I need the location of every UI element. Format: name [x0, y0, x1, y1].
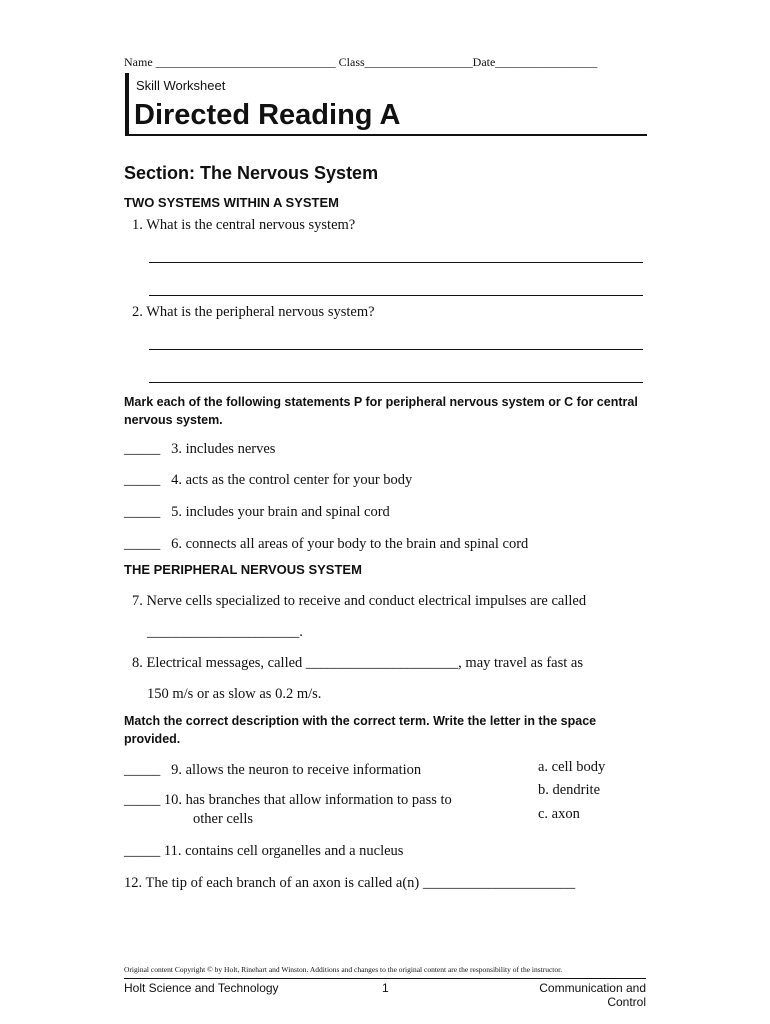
- footer-chapter: Communication and Control: [539, 981, 646, 1009]
- question-3: _____ 3. includes nerves: [124, 441, 276, 457]
- match-instructions: Match the correct description with the correct term. Write the letter in the space provided.: [124, 714, 597, 746]
- question-4: _____ 4. acts as the control center for your body: [124, 472, 413, 488]
- question-12: 12. The tip of each branch of an axon is called a(n) _____________________: [124, 875, 576, 891]
- question-10: _____ 10. has branches that allow information to pass to: [124, 792, 452, 808]
- title-left-bar: [125, 73, 129, 135]
- answer-line-2a[interactable]: [149, 349, 643, 350]
- section-title: Section: The Nervous System: [124, 163, 379, 183]
- page-title: Directed Reading A: [134, 99, 401, 131]
- question-2: 2. What is the peripheral nervous system?: [132, 304, 375, 320]
- footer-rule: [124, 978, 646, 979]
- question-6: _____ 6. connects all areas of your body to the brain and spinal cord: [124, 536, 529, 552]
- question-9: _____ 9. allows the neuron to receive information: [124, 762, 422, 778]
- choice-b: b. dendrite: [538, 782, 601, 798]
- question-10-cont: other cells: [193, 811, 253, 827]
- skill-worksheet-label: Skill Worksheet: [136, 78, 226, 93]
- page-number: 1: [382, 981, 389, 995]
- question-11: _____ 11. contains cell organelles and a nucleus: [124, 843, 404, 859]
- question-5: _____ 5. includes your brain and spinal cord: [124, 504, 390, 520]
- answer-line-1a[interactable]: [149, 262, 643, 263]
- copyright-notice: Original content Copyright © by Holt, Rinehart and Winston. Additions and changes to the original content are the responsibility of the instructor.: [124, 965, 563, 974]
- answer-line-2b[interactable]: [149, 382, 643, 383]
- question-7: 7. Nerve cells specialized to receive and conduct electrical impulses are called: [132, 593, 587, 609]
- question-8: 8. Electrical messages, called _____________________, may travel as fast as: [132, 655, 583, 671]
- choice-c: c. axon: [538, 806, 580, 822]
- name-class-date-line: Name ______________________________ Class__________________Date_________________: [124, 55, 598, 69]
- mark-instructions: Mark each of the following statements P for peripheral nervous system or C for central nervous system.: [124, 395, 638, 427]
- answer-line-1b[interactable]: [149, 295, 643, 296]
- footer-publisher: Holt Science and Technology: [124, 981, 279, 995]
- title-underline: [125, 134, 647, 136]
- choice-a: a. cell body: [538, 759, 606, 775]
- subhead-two-systems: TWO SYSTEMS WITHIN A SYSTEM: [124, 195, 339, 210]
- subhead-peripheral: THE PERIPHERAL NERVOUS SYSTEM: [124, 562, 362, 577]
- question-7-blank[interactable]: _____________________.: [147, 624, 303, 640]
- question-1: 1. What is the central nervous system?: [132, 217, 356, 233]
- question-8-cont: 150 m/s or as slow as 0.2 m/s.: [147, 686, 322, 702]
